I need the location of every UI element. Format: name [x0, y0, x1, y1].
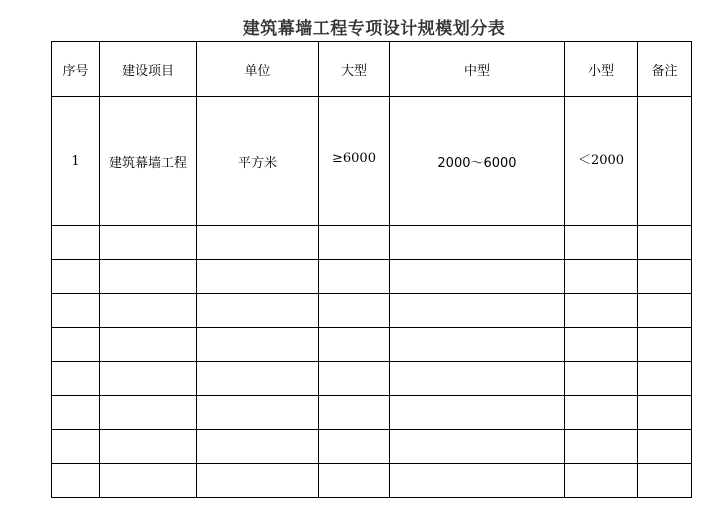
table-row-empty: [52, 430, 692, 464]
empty-cell: [638, 464, 692, 498]
empty-cell: [638, 362, 692, 396]
empty-cell: [319, 294, 390, 328]
page-title: 建筑幕墙工程专项设计规模划分表: [242, 19, 506, 39]
empty-cell: [565, 294, 638, 328]
table-row-empty: [52, 396, 692, 430]
empty-cell: [319, 260, 390, 294]
empty-cell: [197, 328, 319, 362]
table-row: [52, 97, 692, 226]
header-row: [52, 42, 692, 97]
header-cell-small: 小型: [565, 42, 638, 97]
empty-cell: [565, 464, 638, 498]
empty-cell: [565, 260, 638, 294]
empty-cell: [52, 396, 100, 430]
empty-cell: [52, 260, 100, 294]
empty-cell: [390, 260, 565, 294]
table-row-empty: [52, 328, 692, 362]
empty-cell: [319, 362, 390, 396]
empty-cell: [390, 226, 565, 260]
empty-cell: [100, 226, 197, 260]
empty-cell: [638, 294, 692, 328]
empty-cell: [638, 226, 692, 260]
empty-cell: [100, 396, 197, 430]
empty-cell: [52, 226, 100, 260]
empty-cell: [565, 328, 638, 362]
empty-cell: [638, 430, 692, 464]
empty-cell: [390, 464, 565, 498]
empty-cell: [100, 430, 197, 464]
header-cell-unit: 单位: [197, 42, 319, 97]
header-cell-medium: 中型: [390, 42, 565, 97]
empty-cell: [197, 464, 319, 498]
empty-cell: [319, 430, 390, 464]
empty-cell: [565, 226, 638, 260]
empty-cell: [390, 328, 565, 362]
cell-project: 建筑幕墙工程: [100, 97, 197, 226]
empty-cell: [565, 430, 638, 464]
cell-unit: 平方米: [197, 97, 319, 226]
table-row-empty: [52, 226, 692, 260]
empty-cell: [52, 294, 100, 328]
empty-cell: [52, 362, 100, 396]
empty-cell: [390, 396, 565, 430]
empty-cell: [390, 294, 565, 328]
empty-cell: [100, 294, 197, 328]
empty-cell: [565, 396, 638, 430]
empty-cell: [319, 396, 390, 430]
empty-cell: [390, 430, 565, 464]
empty-cell: [197, 362, 319, 396]
empty-cell: [197, 396, 319, 430]
empty-cell: [100, 464, 197, 498]
empty-cell: [319, 226, 390, 260]
table-row-empty: [52, 464, 692, 498]
cell-index: 1: [52, 97, 100, 226]
empty-cell: [390, 362, 565, 396]
empty-cell: [197, 226, 319, 260]
empty-cell: [52, 464, 100, 498]
cell-medium: 2000～6000: [390, 97, 565, 226]
cell-large: ≥6000: [319, 97, 390, 226]
cell-small: ＜2000: [565, 97, 638, 226]
empty-cell: [319, 328, 390, 362]
scale-classification-table: [51, 41, 692, 498]
empty-cell: [319, 464, 390, 498]
empty-cell: [52, 328, 100, 362]
empty-cell: [197, 430, 319, 464]
empty-cell: [100, 328, 197, 362]
empty-cell: [197, 294, 319, 328]
empty-cell: [565, 362, 638, 396]
empty-cell: [638, 396, 692, 430]
empty-cell: [638, 328, 692, 362]
header-cell-remark: 备注: [638, 42, 692, 97]
cell-remark: [638, 97, 692, 226]
table-row-empty: [52, 362, 692, 396]
empty-cell: [638, 260, 692, 294]
table-row-empty: [52, 294, 692, 328]
table-row-empty: [52, 260, 692, 294]
empty-cell: [197, 260, 319, 294]
header-cell-large: 大型: [319, 42, 390, 97]
empty-cell: [100, 260, 197, 294]
header-cell-project: 建设项目: [100, 42, 197, 97]
empty-rows: [52, 226, 692, 498]
empty-cell: [100, 362, 197, 396]
empty-cell: [52, 430, 100, 464]
header-cell-index: 序号: [52, 42, 100, 97]
